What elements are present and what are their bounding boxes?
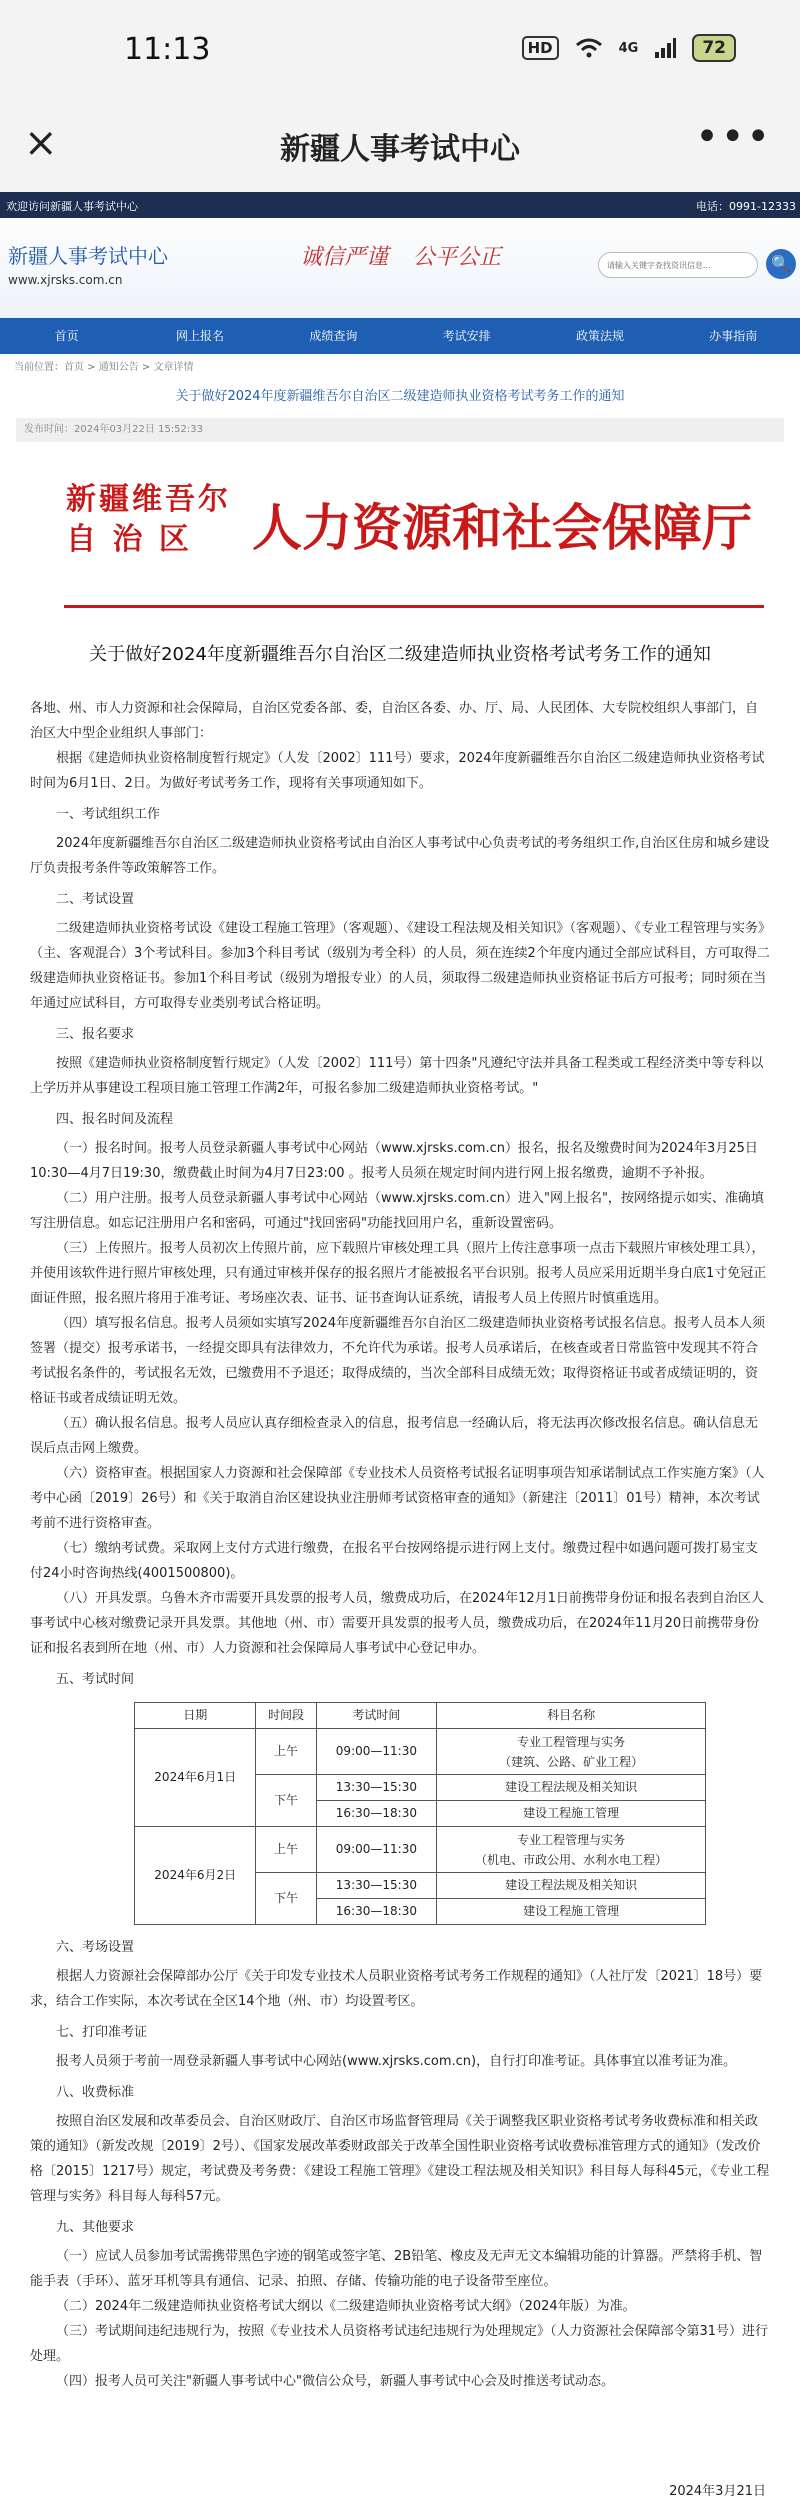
paragraph: 二级建造师执业资格考试设《建设工程施工管理》（客观题）、《建设工程法规及相关知识》（客观题）、《专业工程管理与实务》（主、客观混合）3个考试科目。参加3个科目考试（级别为考全科）的人员，须在连续2个年度内通过全部应试科目，方可取得二级建造师执业资格证书。参加1个科目考试（级别为增报专业）的人员，须取得二级建造师执业资格证书后方可报考；同时须在当年通过应试科目，方可取得专业类别考试合格证明。 bbox=[30, 921, 770, 1011]
search-icon[interactable]: 🔍 bbox=[766, 249, 796, 279]
paragraph: （三）考试期间违纪违规行为，按照《专业技术人员资格考试违纪违规行为处理规定》（人力资源社会保障部令第31号）进行处理。 bbox=[30, 2324, 769, 2364]
dept-name-main: 人力资源和社会保障厅 bbox=[252, 498, 752, 557]
site-logo[interactable] bbox=[8, 240, 168, 287]
nav-exam-schedule[interactable]: 考试安排 bbox=[442, 329, 491, 343]
paragraph: 2024年度新疆维吾尔自治区二级建造师执业资格考试由自治区人事考试中心负责考试的考务组织工作,自治区住房和城乡建设厅负责报考条件等政策解答工作。 bbox=[30, 836, 770, 876]
section-heading: 五、考试时间 bbox=[56, 1672, 135, 1687]
section-heading: 二、考试设置 bbox=[56, 892, 135, 907]
table-cell bbox=[437, 1827, 706, 1873]
search-input[interactable]: 请输入关键字查找资讯信息... bbox=[598, 252, 758, 278]
clock: 11:13 bbox=[124, 32, 211, 67]
site-header bbox=[0, 218, 800, 318]
app-titlebar bbox=[0, 100, 800, 192]
page-title: 关于做好2024年度新疆维吾尔自治区二级建造师执业资格考试考务工作的通知 bbox=[175, 389, 625, 404]
status-bar bbox=[0, 0, 800, 100]
app-title: 新疆人事考试中心 bbox=[280, 132, 520, 167]
signal-icon bbox=[654, 38, 676, 58]
table-cell: 2024年6月1日 bbox=[135, 1729, 256, 1827]
logo-url: www.xjrsks.com.cn bbox=[8, 273, 123, 287]
table-cell: 13:30—15:30 bbox=[316, 1775, 437, 1801]
table-cell: 建设工程施工管理 bbox=[437, 1801, 706, 1827]
paragraph: （二）用户注册。报考人员登录新疆人事考试中心网站（www.xjrsks.com.cn）进入"网上报名"，按网络提示如实、准确填写注册信息。如忘记注册用户名和密码，可通过"找回密码"功能找回用户名，重新设置密码。 bbox=[30, 1191, 764, 1231]
table-cell: 2024年6月2日 bbox=[135, 1827, 256, 1925]
section-heading: 七、打印准考证 bbox=[56, 2025, 148, 2040]
paragraph: （四）报考人员可关注"新疆人事考试中心"微信公众号，新疆人事考试中心会及时推送考试动态。 bbox=[56, 2374, 614, 2389]
phone-text: 电话：0991-12333 bbox=[696, 200, 796, 213]
document-title: 关于做好2024年度新疆维吾尔自治区二级建造师执业资格考试考务工作的通知 bbox=[89, 644, 711, 665]
wifi-icon bbox=[575, 37, 603, 59]
battery-icon: 72 bbox=[692, 34, 736, 62]
dept-name-line1: 新疆维吾尔 bbox=[66, 482, 231, 517]
paragraph: 按照《建造师执业资格制度暂行规定》（人发〔2002〕111号）第十四条"凡遵纪守法并具备工程类或工程经济类中等专科以上学历并从事建设工程项目施工管理工作满2年，可报名参加二级建造师执业资格考试。" bbox=[30, 1056, 764, 1096]
section-heading: 八、收费标准 bbox=[56, 2085, 135, 2100]
hd-badge: HD bbox=[522, 36, 559, 60]
slogan-2: 公平公正 bbox=[413, 245, 502, 270]
table-cell: 13:30—15:30 bbox=[316, 1873, 437, 1899]
paragraph: 根据人力资源社会保障部办公厅《关于印发专业技术人员职业资格考试考务工作规程的通知》（人社厅发〔2021〕18号）要求，结合工作实际，本次考试在全区14个地（州、市）均设置考区。 bbox=[30, 1969, 763, 2009]
table-cell: 建设工程法规及相关知识 bbox=[437, 1775, 706, 1801]
subject-detail: （机电、市政公用、水利水电工程） bbox=[475, 1852, 668, 1867]
exam-schedule-table bbox=[134, 1702, 706, 1925]
table-header: 考试时间 bbox=[316, 1703, 437, 1729]
nav-score-query[interactable]: 成绩查询 bbox=[309, 329, 358, 343]
section-heading: 四、报名时间及流程 bbox=[56, 1112, 174, 1127]
table-cell: 16:30—18:30 bbox=[316, 1801, 437, 1827]
paragraph: （一）报名时间。报考人员登录新疆人事考试中心网站（www.xjrsks.com.cn）报名，报名及缴费时间为2024年3月25日10:30—4月7日19:30，缴费截止时间为4月7日23:00 。报考人员须在规定时间内进行网上报名缴费，逾期不予补报。 bbox=[30, 1141, 758, 1181]
welcome-text: 欢迎访问新疆人事考试中心 bbox=[6, 200, 138, 213]
publish-time: 发布时间：2024年03月22日 15:52:33 bbox=[16, 418, 784, 442]
subject-name: 专业工程管理与实务 bbox=[517, 1734, 626, 1749]
paragraph: （八）开具发票。乌鲁木齐市需要开具发票的报考人员，缴费成功后，在2024年12月1日前携带身份证和报名表到自治区人事考试中心核对缴费记录开具发票。其他地（州、市）需要开具发票的报考人员，缴费成功后，在2024年11月20日前携带身份证和报名表到所在地（州、市）人力资源和社会保障局人事考试中心登记申办。 bbox=[30, 1591, 764, 1656]
department-header bbox=[66, 478, 766, 568]
table-cell: 上午 bbox=[256, 1729, 316, 1775]
paragraph: （六）资格审查。根据国家人力资源和社会保障部《专业技术人员资格考试报名证明事项告知承诺制试点工作实施方案》（人考中心函〔2019〕26号）和《关于取消自治区建设执业注册师考试资格审查的通知》（新建注〔2011〕01号）精神，本次考试考前不进行资格审查。 bbox=[30, 1466, 765, 1531]
section-heading: 九、其他要求 bbox=[56, 2220, 135, 2235]
nav-guide[interactable]: 办事指南 bbox=[709, 329, 758, 343]
paragraph: （二）2024年二级建造师执业资格考试大纲以《二级建造师执业资格考试大纲》（2024年版）为准。 bbox=[56, 2299, 636, 2314]
table-cell: 建设工程法规及相关知识 bbox=[437, 1873, 706, 1899]
section-heading: 三、报名要求 bbox=[56, 1027, 135, 1042]
table-cell: 上午 bbox=[256, 1827, 316, 1873]
table-header: 科目名称 bbox=[437, 1703, 706, 1729]
top-strip bbox=[0, 192, 800, 218]
table-cell: 下午 bbox=[256, 1775, 316, 1827]
red-divider bbox=[64, 605, 764, 608]
paragraph: 各地、州、市人力资源和社会保障局，自治区党委各部、委，自治区各委、办、厅、局、人民团体、大专院校组织人事部门，自治区大中型企业组织人事部门： bbox=[30, 701, 759, 741]
paragraph: （四）填写报名信息。报考人员须如实填写2024年度新疆维吾尔自治区二级建造师执业资格考试报名信息。报考人员本人须签署（提交）报考承诺书，一经提交即具有法律效力，不允许代为承诺。报考人员承诺后，在核查或者日常监管中发现其不符合考试报名条件的，考试报名无效，已缴费用不予退还；取得成绩的，当次全部科目成绩无效；取得资格证书或者成绩证明的，资格证书或者成绩证明无效。 bbox=[30, 1316, 766, 1406]
paragraph: （三）上传照片。报考人员初次上传照片前，应下载照片审核处理工具（照片上传注意事项一点击下载照片审核处理工具），并使用该软件进行照片审核处理，只有通过审核并保存的报名照片才能被报名平台识别。报考人员应采用近期半身白底1寸免冠正面证件照，报名照片将用于准考证、考场座次表、证书、证书查询认证系统，请报考人员上传照片时慎重选用。 bbox=[30, 1241, 767, 1306]
main-nav bbox=[0, 318, 800, 354]
section-heading: 六、考场设置 bbox=[56, 1940, 135, 1955]
document-body bbox=[30, 696, 770, 2394]
nav-online-registration[interactable]: 网上报名 bbox=[175, 329, 224, 343]
nav-policies[interactable]: 政策法规 bbox=[575, 329, 624, 343]
paragraph: 根据《建造师执业资格制度暂行规定》（人发〔2002〕111号）要求，2024年度新疆维吾尔自治区二级建造师执业资格考试时间为6月1日、2日。为做好考试考务工作，现将有关事项通知如下。 bbox=[30, 751, 765, 791]
section-heading: 一、考试组织工作 bbox=[56, 807, 161, 822]
subject-detail: （建筑、公路、矿业工程） bbox=[499, 1754, 644, 1769]
more-options-icon[interactable]: ••• bbox=[695, 114, 772, 160]
subject-name: 专业工程管理与实务 bbox=[517, 1832, 626, 1847]
table-header: 时间段 bbox=[256, 1703, 316, 1729]
table-cell: 下午 bbox=[256, 1873, 316, 1925]
paragraph: 按照自治区发展和改革委员会、自治区财政厅、自治区市场监督管理局《关于调整我区职业资格考试考务收费标准和相关政策的通知》（新发改规〔2019〕2号）、《国家发展改革委财政部关于改革全国性职业资格考试收费标准管理方式的通知》（发改价格〔2015〕1217号）规定，考试费及考务费：《建设工程施工管理》《建设工程法规及相关知识》科目每人每科45元，《专业工程管理与实务》科目每人每科57元。 bbox=[30, 2114, 770, 2204]
breadcrumb[interactable]: 当前位置：首页 > 通知公告 > 文章详情 bbox=[14, 362, 194, 373]
table-cell: 09:00—11:30 bbox=[316, 1729, 437, 1775]
table-cell: 09:00—11:30 bbox=[316, 1827, 437, 1873]
paragraph: 报考人员须于考前一周登录新疆人事考试中心网站(www.xjrsks.com.cn)，自行打印准考证。具体事宜以准考证为准。 bbox=[56, 2054, 737, 2069]
table-header: 日期 bbox=[135, 1703, 256, 1729]
table-cell: 建设工程施工管理 bbox=[437, 1899, 706, 1925]
nav-home[interactable]: 首页 bbox=[54, 329, 79, 343]
slogan bbox=[300, 240, 501, 271]
paragraph: （七）缴纳考试费。采取网上支付方式进行缴费，在报名平台按网络提示进行网上支付。缴费过程中如遇问题可拨打易宝支付24小时咨询热线(4001500800)。 bbox=[30, 1541, 759, 1581]
dept-name-line2: 自 治 区 bbox=[66, 522, 192, 557]
paragraph: （一）应试人员参加考试需携带黑色字迹的钢笔或签字笔、2B铅笔、橡皮及无声无文本编辑功能的计算器。严禁将手机、智能手表（手环）、蓝牙耳机等具有通信、记录、拍照、存储、传输功能的电子设备带至座位。 bbox=[30, 2249, 763, 2289]
paragraph: （五）确认报名信息。报考人员应认真存细检查录入的信息，报考信息一经确认后，将无法再次修改报名信息。确认信息无误后点击网上缴费。 bbox=[30, 1416, 759, 1456]
table-cell: 16:30—18:30 bbox=[316, 1899, 437, 1925]
slogan-1: 诚信严谨 bbox=[300, 245, 389, 270]
signal-label: 4G bbox=[618, 40, 639, 56]
logo-name: 新疆人事考试中心 bbox=[8, 244, 168, 268]
document-date: 2024年3月21日 bbox=[669, 2484, 766, 2499]
close-icon[interactable]: × bbox=[24, 120, 58, 166]
table-cell bbox=[437, 1729, 706, 1775]
